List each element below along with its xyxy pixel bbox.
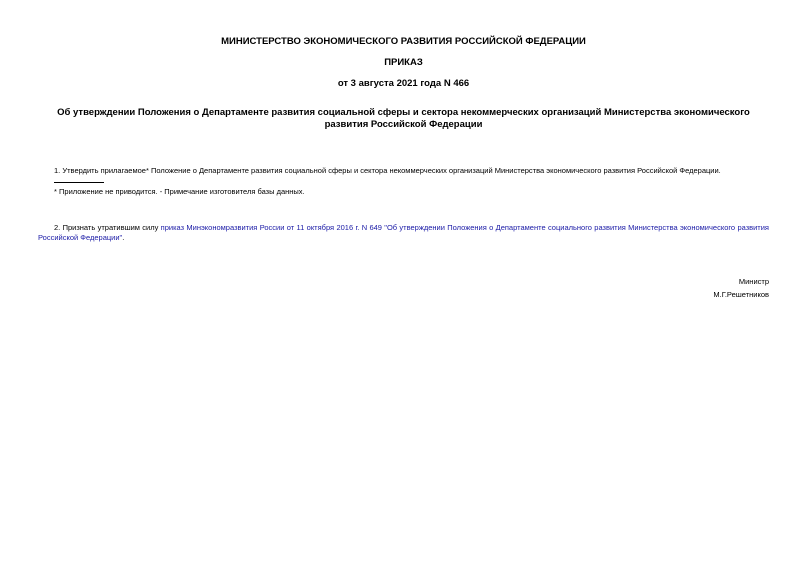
document-type-heading: ПРИКАЗ bbox=[384, 57, 423, 68]
document-subject-title: Об утверждении Положения о Департаменте развития социальной сферы и сектора некоммерческих организаций Министерства экономического развития Российской Федерации bbox=[57, 107, 750, 130]
document-date-number: от 3 августа 2021 года N 466 bbox=[337, 78, 470, 89]
order-item-2-suffix: . bbox=[122, 233, 125, 242]
repealed-order-link[interactable]: приказ Минэкономразвития России от 11 октября 2016 г. N 649 "Об утверждении Положения о Департаменте социального развития Министерства экономического развития Российской Федерации" bbox=[38, 223, 769, 242]
footnote-text: * Приложение не приводится. - Примечание изготовителя базы данных. bbox=[54, 187, 305, 196]
signature-block bbox=[38, 275, 769, 301]
signatory-name: М.Г.Решетников bbox=[713, 290, 769, 299]
footnote-divider bbox=[54, 182, 104, 183]
order-item-2 bbox=[38, 223, 769, 243]
signatory-title: Министр bbox=[738, 277, 769, 286]
ministry-heading: МИНИСТЕРСТВО ЭКОНОМИЧЕСКОГО РАЗВИТИЯ РОССИЙСКОЙ ФЕДЕРАЦИИ bbox=[221, 36, 586, 47]
order-item-2-prefix: 2. Признать утратившим силу bbox=[54, 223, 161, 232]
order-item-1: 1. Утвердить прилагаемое* Положение о Департаменте развития социальной сферы и сектора некоммерческих организаций Министерства экономического развития Российской Федерации. bbox=[54, 166, 721, 175]
